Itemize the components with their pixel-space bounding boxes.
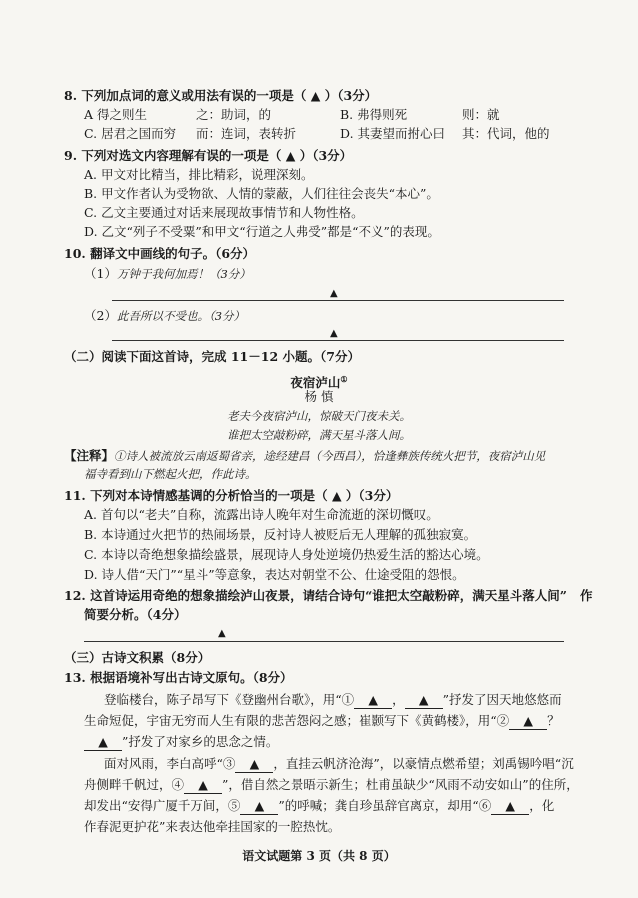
q13-stem: 13. 根据语境补写出古诗文原句。（8分） xyxy=(64,670,293,685)
poem-note-line-2: 福寺看到山下燃起火把，作此诗。 xyxy=(84,467,257,481)
q13-text: ， xyxy=(392,692,405,707)
q13-blank-2a[interactable]: ▲ xyxy=(509,713,547,730)
q9-stem: 9. 下列对选文内容理解有误的一项是（ ▲ ）（3分） xyxy=(64,148,353,163)
q10-answer-2-mark: ▲ xyxy=(330,328,338,339)
q13-text: ，化 xyxy=(529,798,555,813)
q13-blank-6[interactable]: ▲ xyxy=(491,798,529,815)
section-3-heading: （三）古诗文积累（8分） xyxy=(64,650,211,665)
q13-text: ”，借自然之景晤示新生；杜甫虽缺少“风雨不动安如山”的住所， xyxy=(222,777,579,792)
q13-blank-4[interactable]: ▲ xyxy=(184,777,222,794)
q13-text: 登临楼台，陈子昂写下《登幽州台歌》，用“① xyxy=(104,692,355,707)
q8-option-a-note: 之：助词，的 xyxy=(196,107,272,122)
q12-answer-line[interactable] xyxy=(84,641,564,642)
q13-para1-line2 xyxy=(84,713,560,730)
q13-blank-1b[interactable]: ▲ xyxy=(405,692,443,709)
q9-option-d: D. 乙文“列子不受粟”和甲文“行道之人弗受”都是“不义”的表现。 xyxy=(84,224,440,239)
q13-para2-line1 xyxy=(104,756,574,773)
q8-stem: 8. 下列加点词的意义或用法有误的一项是（ ▲ ）（3分） xyxy=(64,88,378,103)
q11-stem: 11. 下列对本诗情感基调的分析恰当的一项是（ ▲ ）（3分） xyxy=(64,488,399,503)
q12-stem-line-1: 12. 这首诗运用奇绝的想象描绘泸山夜景，请结合诗句“谁把太空敲粉碎，满天星斗落人间” xyxy=(64,588,567,603)
q10-sentence-1-number: （1） xyxy=(84,266,117,281)
q10-sentence-1-text: 万钟于我何加焉！（3分） xyxy=(116,267,251,281)
q13-text: 面对风雨，李白高呼“③ xyxy=(104,756,236,771)
q10-answer-2-line[interactable] xyxy=(112,340,564,341)
q10-answer-1-line[interactable] xyxy=(112,300,564,301)
q10-stem: 10. 翻译文中画线的句子。（6分） xyxy=(64,246,256,261)
q11-option-d: D. 诗人借“天门”“星斗”等意象，表达对朝堂不公、仕途受阻的怨恨。 xyxy=(84,567,465,582)
q13-blank-1a[interactable]: ▲ xyxy=(354,692,392,709)
poem-line-2: 谁把太空敲粉碎，满天星斗落人间。 xyxy=(227,428,411,442)
q10-sentence-2 xyxy=(84,308,245,324)
q8-option-d-note: 其：代词，他的 xyxy=(462,126,550,141)
q13-text: ？ xyxy=(547,713,560,728)
section-2-heading: （二）阅读下面这首诗，完成 11－12 小题。（7分） xyxy=(64,349,360,364)
poem-note-text-1: ①诗人被流放云南返蜀省亲，途经建昌（今西昌），恰逢彝族传统火把节，夜宿泸山见 xyxy=(114,449,546,463)
q8-option-a: A 得之则生 xyxy=(84,107,148,122)
q13-para1-line3 xyxy=(84,734,278,751)
q10-answer-1-mark: ▲ xyxy=(330,288,338,299)
q13-blank-2b[interactable]: ▲ xyxy=(84,734,122,751)
q8-option-c: C. 居君之国而穷 xyxy=(84,126,177,141)
q9-option-b: B. 甲文作者认为受物欲、人情的蒙蔽，人们往往会丧失“本心”。 xyxy=(84,186,439,201)
q9-option-c: C. 乙文主要通过对话来展现故事情节和人物性格。 xyxy=(84,205,364,220)
q13-blank-5[interactable]: ▲ xyxy=(240,798,278,815)
q11-option-c: C. 本诗以奇绝想象描绘盛景，展现诗人身处逆境仍热爱生活的豁达心境。 xyxy=(84,547,489,562)
q8-option-c-note: 而：连词，表转折 xyxy=(196,126,297,141)
q13-text: 却发出“安得广厦千万间，⑤ xyxy=(84,798,241,813)
q8-option-b: B. 弗得则死 xyxy=(340,107,408,122)
q11-option-b: B. 本诗通过火把节的热闹场景，反衬诗人被贬后无人理解的孤独寂寞。 xyxy=(84,527,477,542)
q8-option-b-note: 则：就 xyxy=(462,107,500,122)
poem-title-text: 夜宿泸山 xyxy=(290,375,341,391)
q13-text: ”抒发了对家乡的思念之情。 xyxy=(122,734,279,749)
q13-blank-3[interactable]: ▲ xyxy=(235,756,273,773)
q13-para1-line1 xyxy=(104,692,562,709)
poem-author: 杨 慎 xyxy=(304,389,334,404)
q12-stem-end: 作 xyxy=(580,588,593,603)
poem-title-footnote-mark: ① xyxy=(340,374,348,384)
q8-option-d: D. 其妻望而拊心曰 xyxy=(340,126,446,141)
q13-text: 舟侧畔千帆过，④ xyxy=(84,777,185,792)
q13-text: ”抒发了因天地悠悠而 xyxy=(442,692,562,707)
q13-text: 生命短促，宇宙无穷而人生有限的悲苦怨闷之感；崔颢写下《黄鹤楼》，用“② xyxy=(84,713,510,728)
q13-para2-line2 xyxy=(84,777,579,794)
poem-note-label: 【注释】 xyxy=(64,448,115,463)
q10-sentence-2-number: （2） xyxy=(84,308,117,323)
poem-line-1: 老夫今夜宿泸山，惊破天门夜未关。 xyxy=(227,409,411,423)
q13-para3-line2: 作春泥更护花”来表达他牵挂国家的一腔热忱。 xyxy=(84,819,341,834)
q12-stem-line-2: 简要分析。（4分） xyxy=(84,607,187,622)
q13-para3-line1 xyxy=(84,798,554,815)
q13-text: ，直挂云帆济沧海”，以豪情点燃希望；刘禹锡吟唱“沉 xyxy=(273,756,574,771)
q10-sentence-2-text: 此吾所以不受也。（3分） xyxy=(116,309,246,323)
poem-note-line-1 xyxy=(64,448,545,464)
q10-sentence-1 xyxy=(84,266,251,282)
q9-option-a: A. 甲文对比精当，排比精彩，说理深刻。 xyxy=(84,167,314,182)
q12-answer-mark: ▲ xyxy=(218,628,226,639)
q11-option-a: A. 首句以“老夫”自称，流露出诗人晚年对生命流逝的深切慨叹。 xyxy=(84,507,439,522)
q13-text: ”的呼喊；龚自珍虽辞官离京，却用“⑥ xyxy=(278,798,492,813)
page-footer: 语文试题第 3 页（共 8 页） xyxy=(242,849,396,863)
